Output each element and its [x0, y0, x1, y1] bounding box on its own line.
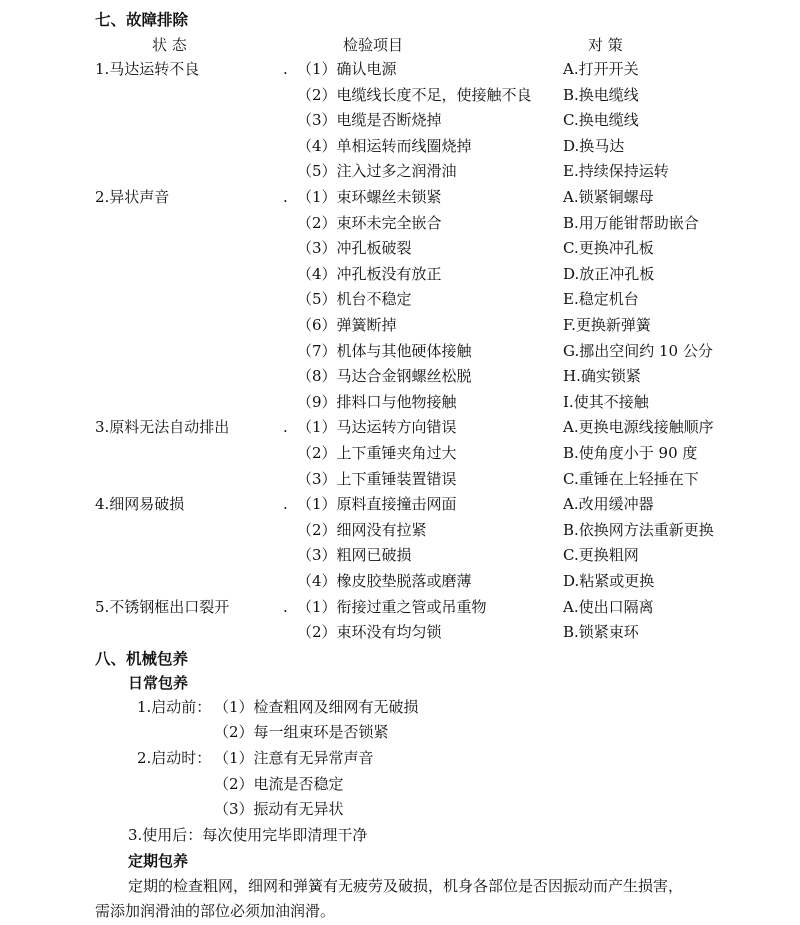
leader-dot: .: [283, 418, 288, 437]
table-row: [0, 57, 800, 82]
table-row: [0, 467, 800, 492]
check-item: （4）橡皮胶垫脱落或磨薄: [297, 572, 472, 590]
countermeasure: I.使其不接触: [563, 392, 649, 411]
check-item: （7）机体与其他硬体接触: [297, 341, 472, 360]
countermeasure: B.依换网方法重新更换: [563, 520, 714, 539]
check-item: （1）衔接过重之管或吊重物: [297, 597, 487, 616]
check-item: （4）冲孔板没有放正: [297, 264, 442, 283]
check-item: （3）上下重锤装置错误: [297, 469, 457, 488]
check-item: （1）马达运转方向错误: [297, 418, 457, 437]
countermeasure: B.换电缆线: [563, 85, 639, 104]
column-header-check: 检验项目: [343, 36, 404, 54]
check-item: （2）细网没有拉紧: [297, 520, 427, 539]
during-start-item: （1）注意有无异常声音: [214, 749, 374, 767]
countermeasure: C.更换粗网: [563, 546, 639, 565]
during-start-label: 2.启动时：: [137, 749, 212, 767]
countermeasure: D.换马达: [563, 136, 625, 155]
countermeasure: B.使角度小于 90 度: [563, 444, 698, 462]
check-item: （2）电缆线长度不足，使接触不良: [297, 85, 532, 104]
check-item: （1）确认电源: [297, 60, 397, 78]
table-row: [0, 83, 800, 108]
fault-state: 1.马达运转不良: [95, 60, 200, 78]
after-use-line: 3.使用后：每次使用完毕即清理干净: [128, 826, 368, 844]
countermeasure: G.挪出空间约 10 公分: [563, 341, 713, 360]
table-row: [0, 492, 800, 517]
leader-dot: .: [283, 495, 288, 514]
table-row: [0, 620, 800, 645]
table-row: [0, 441, 800, 466]
table-row: [0, 543, 800, 568]
periodic-maintenance-title: 定期包养: [128, 852, 189, 870]
table-row: [0, 390, 800, 415]
check-item: （2）束环没有均匀锁: [297, 623, 442, 642]
table-row: [0, 108, 800, 133]
check-item: （3）冲孔板破裂: [297, 239, 412, 258]
check-item: （4）单相运转而线圈烧掉: [297, 136, 472, 155]
before-start-item: （1）检查粗网及细网有无破损: [214, 698, 419, 716]
fault-state: 3.原料无法自动排出: [95, 418, 230, 437]
check-item: （6）弹簧断掉: [297, 316, 397, 334]
periodic-text-line: 定期的检查粗网，细网和弹簧有无疲劳及破损，机身各部位是否因振动而产生损害，: [128, 877, 684, 895]
table-row: [0, 595, 800, 620]
check-item: （1）束环螺丝未锁紧: [297, 188, 442, 206]
countermeasure: C.换电缆线: [563, 111, 639, 130]
countermeasure: D.粘紧或更换: [563, 572, 655, 590]
check-item: （8）马达合金钢螺丝松脱: [297, 367, 472, 386]
countermeasure: A.锁紧铜螺母: [563, 188, 654, 206]
countermeasure: D.放正冲孔板: [563, 264, 655, 283]
table-row: [0, 134, 800, 159]
table-row: [0, 569, 800, 594]
table-row: [0, 185, 800, 210]
countermeasure: C.更换冲孔板: [563, 239, 654, 258]
check-item: （9）排料口与他物接触: [297, 392, 457, 411]
column-header-measure: 对 策: [588, 36, 623, 54]
leader-dot: .: [283, 188, 288, 206]
check-item: （5）机台不稳定: [297, 290, 412, 309]
check-item: （2）束环未完全嵌合: [297, 213, 442, 232]
countermeasure: A.使出口隔离: [563, 597, 654, 616]
table-row: [0, 313, 800, 338]
table-row: [0, 287, 800, 312]
column-header-state: 状 态: [152, 36, 187, 54]
daily-maintenance-title: 日常包养: [128, 674, 189, 692]
periodic-text-line: 需添加润滑油的部位必须加油润滑。: [95, 902, 336, 920]
leader-dot: .: [283, 597, 288, 616]
table-row: [0, 211, 800, 236]
table-row: [0, 364, 800, 389]
countermeasure: A.打开开关: [563, 60, 639, 78]
table-row: [0, 159, 800, 184]
leader-dot: .: [283, 60, 288, 78]
during-start-item: （3）振动有无异状: [214, 800, 344, 818]
during-start-item: （2）电流是否稳定: [214, 775, 344, 793]
check-item: （3）电缆是否断烧掉: [297, 111, 442, 130]
countermeasure: H.确实锁紧: [563, 367, 641, 386]
check-item: （2）上下重锤夹角过大: [297, 444, 457, 462]
before-start-item: （2）每一组束环是否锁紧: [214, 723, 389, 741]
table-row: [0, 236, 800, 261]
table-row: [0, 339, 800, 364]
before-start-label: 1.启动前：: [137, 698, 212, 716]
table-row: [0, 415, 800, 440]
countermeasure: E.持续保持运转: [563, 162, 669, 181]
fault-state: 2.异状声音: [95, 188, 170, 206]
section7-title: 七、故障排除: [95, 10, 189, 29]
countermeasure: E.稳定机台: [563, 290, 639, 309]
table-row: [0, 518, 800, 543]
fault-state: 4.细网易破损: [95, 495, 185, 514]
table-row: [0, 262, 800, 287]
check-item: （5）注入过多之润滑油: [297, 162, 457, 181]
countermeasure: A.更换电源线接触顺序: [563, 418, 714, 437]
check-item: （1）原料直接撞击网面: [297, 495, 457, 514]
countermeasure: B.用万能钳帮助嵌合: [563, 213, 699, 232]
fault-state: 5.不锈钢框出口裂开: [95, 597, 230, 616]
countermeasure: A.改用缓冲器: [563, 495, 654, 514]
countermeasure: C.重锤在上轻捶在下: [563, 469, 699, 488]
check-item: （3）粗网已破损: [297, 546, 412, 565]
countermeasure: B.锁紧束环: [563, 623, 639, 642]
section8-title: 八、机械包养: [95, 649, 189, 668]
countermeasure: F.更换新弹簧: [563, 316, 651, 334]
